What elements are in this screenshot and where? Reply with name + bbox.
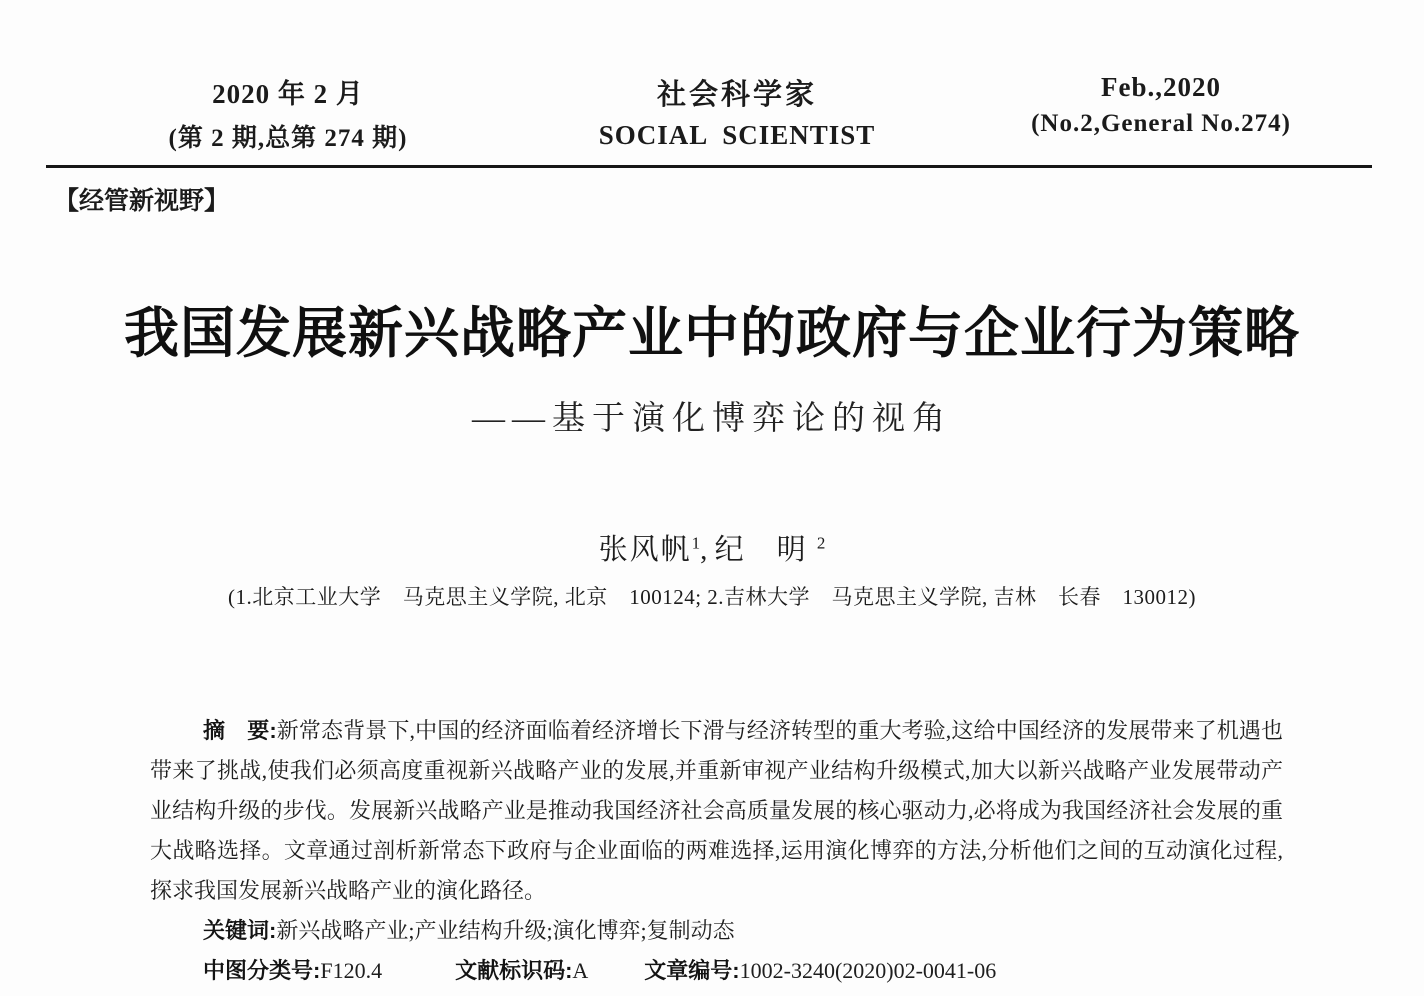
author-affil-mark-1: 1: [691, 533, 701, 553]
doc-code-value: A: [572, 958, 589, 983]
abstract-label: 摘 要:: [203, 718, 277, 743]
affiliation-line: (1.北京工业大学 马克思主义学院, 北京 100124; 2.吉林大学 马克思主义学院, 吉林 长春 130012): [227, 585, 1197, 609]
authors-separator: ,: [700, 534, 715, 566]
keywords-label: 关键词:: [203, 918, 277, 943]
journal-date-cn: 2020 年 2 月: [212, 79, 364, 109]
journal-name-en: SOCIAL SCIENTIST: [598, 120, 876, 150]
doc-code-label: 文献标识码:: [455, 958, 573, 983]
author-name-1: 张风帆: [598, 534, 692, 566]
doc-code-item: [455, 958, 588, 983]
journal-date-en: Feb.,2020: [1101, 72, 1221, 102]
clc-item: [203, 958, 382, 983]
abstract-block: [150, 711, 1283, 991]
clc-label: 中图分类号:: [203, 958, 321, 983]
author-affil-mark-2: 2: [816, 533, 826, 553]
article-id-item: [644, 958, 996, 983]
journal-header: [0, 0, 1424, 154]
abstract-paragraph: [150, 711, 1283, 911]
section-label: 【经管新视野】: [54, 187, 230, 215]
keywords-line: [150, 911, 1283, 951]
journal-name-block: [488, 72, 986, 151]
article-id-label: 文章编号:: [644, 958, 740, 983]
abstract-text: 新常态背景下,中国的经济面临着经济增长下滑与经济转型的重大考验,这给中国经济的发展带来了机遇也带来了挑战,使我们必须高度重视新兴战略产业的发展,并重新审视产业结构升级模式,加大以新兴战略产业发展带动产业结构升级的步伐。发展新兴战略产业是推动我国经济社会高质量发展的核心驱动力,必将成为我国经济社会发展的重大战略选择。文章通过剖析新常态下政府与企业面临的两难选择,运用演化博弈的方法,分析他们之间的互动演化过程,探求我国发展新兴战略产业的演化路径。: [150, 718, 1283, 903]
clc-value: F120.4: [320, 958, 383, 983]
keywords-text: 新兴战略产业;产业结构升级;演化博弈;复制动态: [276, 918, 735, 943]
journal-issue-cn: (第 2 期,总第 274 期): [168, 125, 408, 152]
journal-issue-en-block: [986, 72, 1336, 138]
article-subtitle: ——基于演化博弈论的视角: [472, 401, 952, 437]
author-name-2: 纪 明: [714, 534, 808, 566]
journal-issue-cn-block: [88, 72, 488, 154]
article-id-value: 1002-3240(2020)02-0041-06: [739, 958, 997, 983]
header-divider-rule: [46, 165, 1372, 168]
article-title: 我国发展新兴战略产业中的政府与企业行为策略: [123, 303, 1300, 364]
authors-line: [0, 527, 1424, 568]
journal-name-cn: 社会科学家: [656, 79, 817, 111]
journal-issue-en: (No.2,General No.274): [1031, 110, 1291, 137]
meta-line: [150, 951, 1283, 991]
